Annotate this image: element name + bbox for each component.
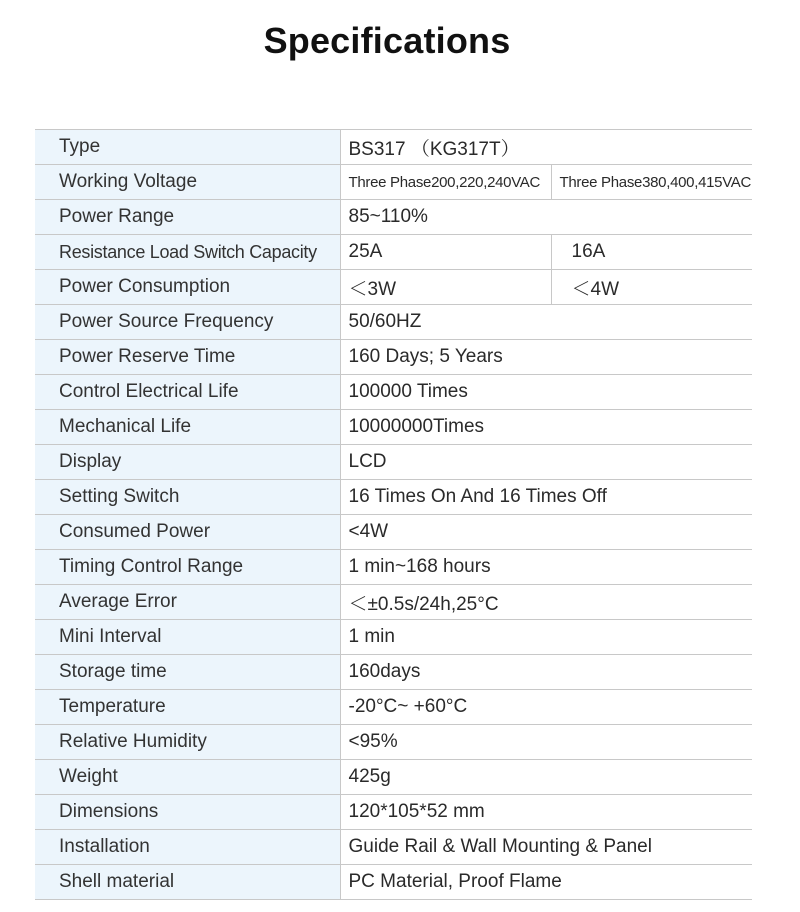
spec-label: Power Consumption [35,270,340,305]
spec-value-a: ＜3W [340,270,551,305]
table-row [35,795,752,830]
spec-value: <95% [340,725,752,760]
spec-label: Temperature [35,690,340,725]
table-row [35,305,752,340]
table-row [35,165,752,200]
spec-value: 425g [340,760,752,795]
table-row [35,270,752,305]
spec-label: Control Electrical Life [35,375,340,410]
spec-label: Resistance Load Switch Capacity [35,235,340,270]
page-title: Specifications [263,20,511,61]
spec-label: Display [35,445,340,480]
table-row [35,445,752,480]
table-row [35,865,752,900]
table-row [35,340,752,375]
table-row [35,655,752,690]
spec-value: 100000 Times [340,375,752,410]
spec-label: Power Reserve Time [35,340,340,375]
spec-label: Power Range [35,200,340,235]
spec-label: Working Voltage [35,165,340,200]
spec-label: Dimensions [35,795,340,830]
table-row [35,585,752,620]
spec-value: 1 min [340,620,752,655]
table-row [35,235,752,270]
spec-label: Average Error [35,585,340,620]
spec-value: 16 Times On And 16 Times Off [340,480,752,515]
spec-label: Storage time [35,655,340,690]
table-row [35,130,752,165]
spec-value-b: 16A [551,235,752,270]
spec-value: BS317 （KG317T） [340,130,752,165]
spec-value: -20°C~ +60°C [340,690,752,725]
spec-value: LCD [340,445,752,480]
table-row [35,830,752,865]
spec-value: 10000000Times [340,410,752,445]
table-row [35,760,752,795]
table-row [35,375,752,410]
table-row [35,515,752,550]
spec-label: Mini Interval [35,620,340,655]
spec-value: 160 Days; 5 Years [340,340,752,375]
spec-value: 160days [340,655,752,690]
spec-label: Installation [35,830,340,865]
table-row [35,200,752,235]
table-row [35,550,752,585]
spec-label: Mechanical Life [35,410,340,445]
spec-value: <4W [340,515,752,550]
spec-label: Power Source Frequency [35,305,340,340]
spec-label: Type [35,130,340,165]
spec-value: 1 min~168 hours [340,550,752,585]
spec-value-a: Three Phase200,220,240VAC [340,165,551,200]
table-row [35,725,752,760]
spec-value-b: Three Phase380,400,415VAC [551,165,752,200]
spec-value: PC Material, Proof Flame [340,865,752,900]
table-row [35,690,752,725]
spec-value: 85~110% [340,200,752,235]
spec-label: Setting Switch [35,480,340,515]
spec-value-b: ＜4W [551,270,752,305]
spec-label: Timing Control Range [35,550,340,585]
spec-value: 50/60HZ [340,305,752,340]
spec-value: 120*105*52 mm [340,795,752,830]
spec-value: ＜±0.5s/24h,25°C [340,585,752,620]
table-row [35,410,752,445]
spec-value-a: 25A [340,235,551,270]
spec-label: Relative Humidity [35,725,340,760]
spec-label: Shell material [35,865,340,900]
spec-value: Guide Rail & Wall Mounting & Panel [340,830,752,865]
specifications-table [35,129,752,900]
table-row [35,480,752,515]
table-row [35,620,752,655]
spec-label: Weight [35,760,340,795]
spec-label: Consumed Power [35,515,340,550]
